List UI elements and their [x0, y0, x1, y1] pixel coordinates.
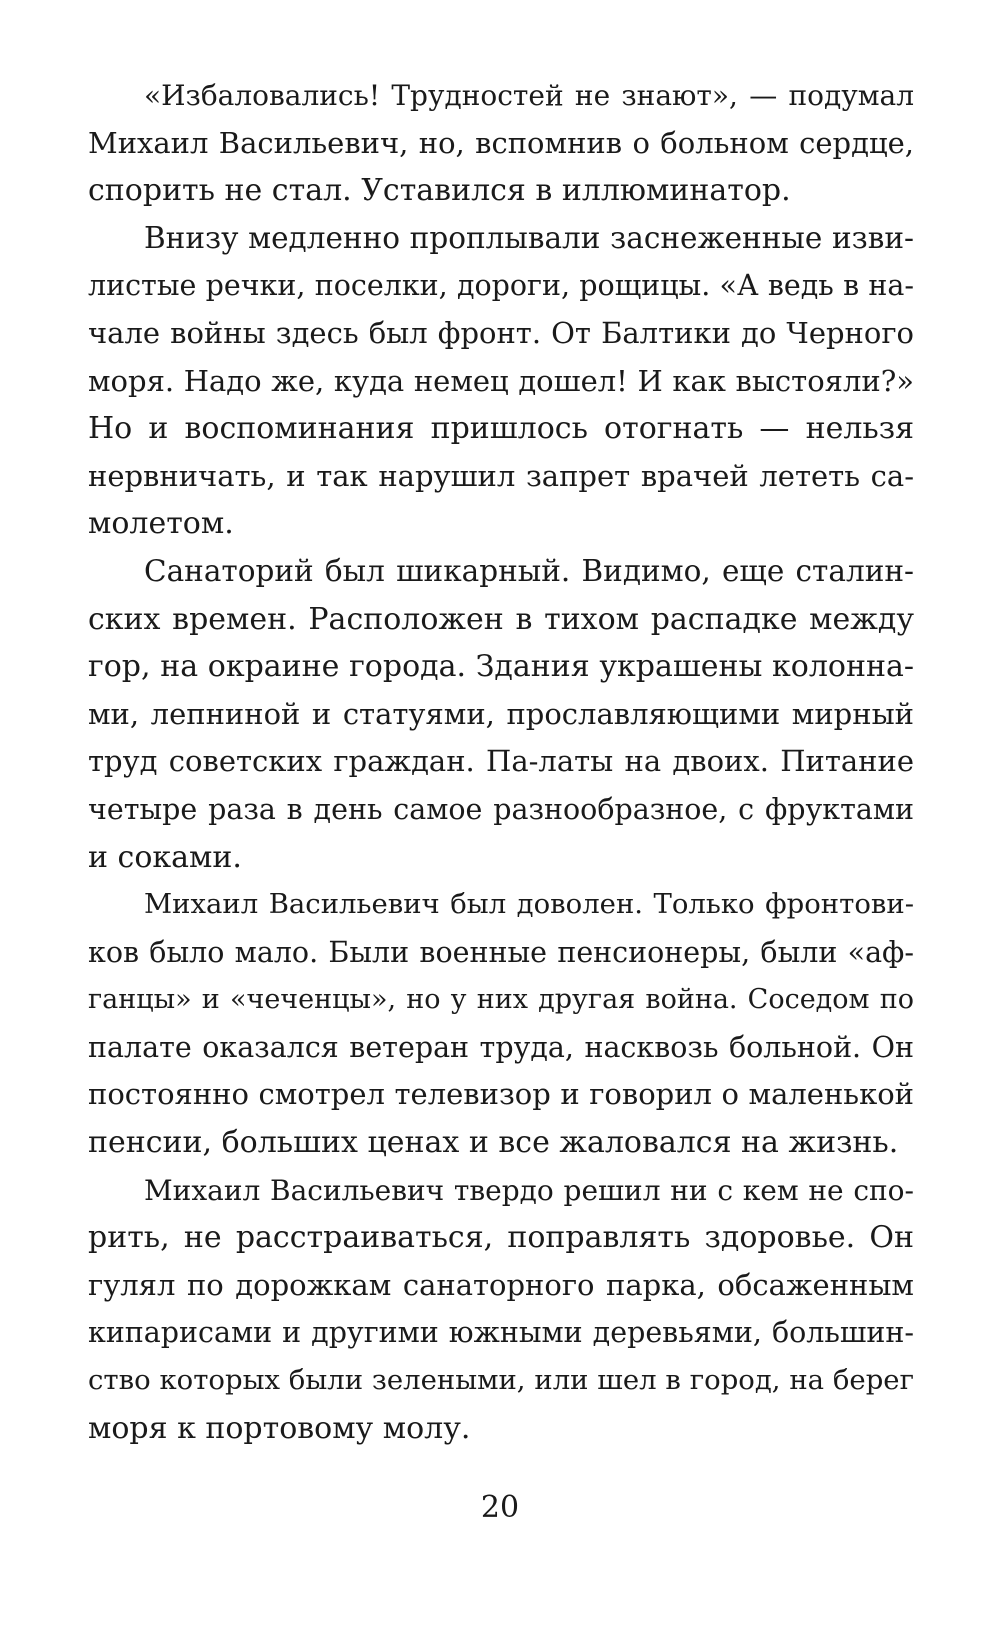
- text-line: Внизу медленно проплывали заснеженные изви-: [144, 220, 914, 255]
- text-line: гулял по дорожкам санаторного парка, обсаженным: [88, 1267, 914, 1302]
- text-line: постоянно смотрел телевизор и говорил о маленькой: [88, 1077, 914, 1112]
- text-line: Санаторий был шикарный. Видимо, еще сталин-: [144, 553, 914, 588]
- text-line: чале войны здесь был фронт. От Балтики до Черного: [88, 315, 914, 350]
- text-line: труд советских граждан. Па-латы на двоих. Питание: [88, 744, 914, 779]
- paragraph-4: [88, 881, 914, 1167]
- text-line: четыре раза в день самое разнообразное, с фруктами: [88, 792, 914, 826]
- text-line: молетом.: [88, 506, 234, 542]
- text-line: Михаил Васильевич был доволен. Только фронтови-: [144, 888, 914, 921]
- paragraph-2: [88, 215, 914, 548]
- text-line: и соками.: [88, 839, 242, 875]
- text-line: кипарисами и другими южными деревьями, большин-: [88, 1316, 914, 1350]
- text-line: нервничать, и так нарушил запрет врачей лететь са-: [88, 458, 914, 493]
- text-line: палате оказался ветеран труда, насквозь больной. Он: [88, 1030, 914, 1064]
- text-line: гор, на окраине города. Здания украшены колонна-: [88, 649, 914, 685]
- page-number: 20: [480, 1490, 520, 1525]
- text-line: «Избаловались! Трудностей не знают», — подумал: [144, 79, 914, 112]
- text-line: пенсии, больших ценах и все жаловался на жизнь.: [88, 1125, 899, 1161]
- body-text: [88, 72, 914, 1452]
- text-line: моря к портовому молу.: [88, 1410, 471, 1446]
- text-line: ство которых были зелеными, или шел в город, на берег: [88, 1364, 914, 1397]
- text-line: моря. Надо же, куда немец дошел! И как выстояли?»: [88, 363, 914, 398]
- text-line: спорить не стал. Уставился в иллюминатор.: [88, 173, 791, 209]
- paragraph-1: [88, 72, 914, 215]
- text-line: Но и воспоминания пришлось отогнать — нельзя: [88, 411, 914, 447]
- text-line: ганцы» и «чеченцы», но у них другая война. Соседом по: [88, 984, 914, 1016]
- text-line: ских времен. Расположен в тихом распадке между: [88, 601, 914, 637]
- paragraph-5: [88, 1167, 914, 1453]
- paragraph-3: [88, 548, 914, 881]
- text-line: Михаил Васильевич твердо решил ни с кем не спо-: [144, 1173, 914, 1207]
- text-line: ми, лепниной и статуями, прославляющими мирный: [88, 696, 914, 731]
- text-line: ков было мало. Были военные пенсионеры, были «аф-: [88, 935, 914, 969]
- text-line: Михаил Васильевич, но, вспомнив о больном сердце,: [88, 125, 914, 160]
- text-line: листые речки, поселки, дороги, рощицы. «А ведь в на-: [88, 269, 914, 303]
- text-line: рить, не расстраиваться, поправлять здоровье. Он: [88, 1220, 914, 1256]
